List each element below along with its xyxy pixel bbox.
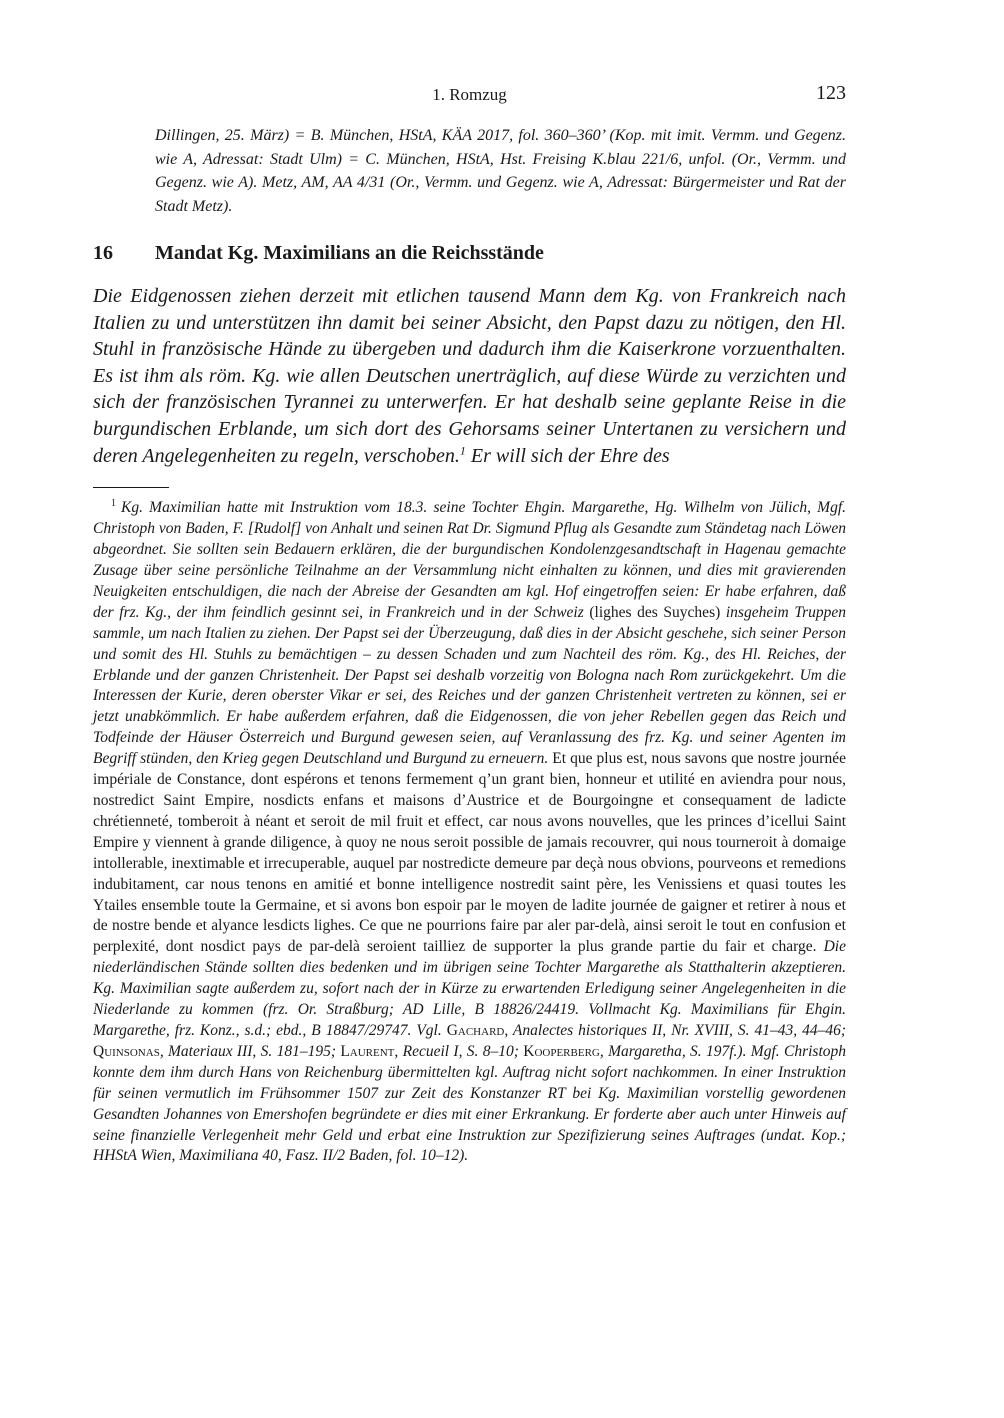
citation-text: , Recueil I, S. 8–10; [394, 1042, 524, 1060]
citation-author: Gachard [446, 1021, 505, 1039]
footnote-text-1: Kg. Maximilian hatte mit Instruktion vom 18.3. seine Tochter Ehgin. Margarethe, Hg. Wilhelm von Jülich, Mgf. Christoph von Baden, F. [Rudolf] von Anhalt und seinen Rat Dr. Sigmund Pflug als Gesandte zum Ständetag nach Löwen abgeordnet. Sie sollten sein Bedauern erklären, die der burgundischen Kondolenzgesandtschaft in Hagenau gemachte Zusage über seine persönliche Teilnahme an der Versammlung nicht einhalten zu können, und dies mit gravierenden Neuigkeiten entschuldigen, die nach der Abreise der Gesandten am kgl. Hof eingetroffen seien: Er habe erfahren, daß der frz. Kg., der ihm feindlich gesinnt sei, in Frankreich und in der Schweiz [93, 499, 846, 621]
citation-author: Quinsonas [93, 1042, 160, 1060]
footnote-divider [93, 487, 169, 488]
footnote-french-quote: Et que plus est, nous savons que nostre journée impériale de Constance, dont espérons et tenons fermement q’un grant bien, honneur et utilité en aviendra pour nous, nostredict Saint Empire, nosdicts enfans et maisons d’Austrice et de Bourgoingne et consequament de ladicte chrétienneté, tomberoit à néant et seroit de mil fruit et effect, car nous avons nouvelles, que les princes d’icellui Saint Empire y viennent à grande diligence, à quoy ne nous seroit possible de jamais recouvrer, qui nous tourneroit à domaige intollerable, inextimable et irrecuperable, auquel par nostredicte demeure par deçà nous obvions, pourveons et remedions indubitament, car nous tenons en amitié et bonne intelligence nostredit saint père, les Venissiens et quasi toutes les Ytailes ensemble toute la Germaine, et si avons bon espoir par le moyen de ladite journée de gaigner et retirer à nous et de nostre bende et alyance lesdicts lighes. Ce que ne pourrions faire par aler par-delà, ainsi seroit le tout en confusion et perplexité, dont nosdict pays de par-delà seroient tailliez de supporter la plus grande partie du fair et charge. [93, 750, 846, 956]
section-heading [93, 242, 846, 265]
footnote-quote-inline: (lighes des Suyches) [583, 603, 726, 621]
footnote-text-3: Die niederländischen Stände sollten dies bedenken und im übrigen seine Tochter Margarethe als Statthalterin akzeptieren. Kg. Maximilian sagte außerdem zu, sofort nach der in Kürze zu erwartenden Erledigung seiner Angelegenheiten in die Niederlande zu kommen (frz. Or. Straßburg; AD Lille, B 18826/24419. Vollmacht Kg. Maximilians für Ehgin. Margarethe, frz. Konz., s.d.; ebd., B 18847/29747. Vgl. [93, 938, 846, 1039]
page-number: 123 [816, 82, 846, 104]
document-page [93, 80, 846, 1167]
citation-text: , Analectes historiques II, Nr. XVIII, S. 41–43, 44–46; [504, 1021, 846, 1039]
regest-continuation: Er will sich der Ehre des [465, 444, 670, 467]
source-note: Dillingen, 25. März) = B. München, HStA, KÄA 2017, fol. 360–360’ (Kop. mit imit. Vermm. und Gegenz. wie A, Adressat: Stadt Ulm) = C. München, HStA, Hst. Freising K.blau 221/6, unfol. (Or., Vermm. und Gegenz. wie A). Metz, AM, AA 4/31 (Or., Vermm. und Gegenz. wie A, Adressat: Bürgermeister und Rat der Stadt Metz). [155, 127, 846, 215]
regest-text: Die Eidgenossen ziehen derzeit mit etlichen tausend Mann dem Kg. von Frankreich nach Italien zu und unterstützen ihn damit bei seiner Absicht, den Papst dazu zu nötigen, den Hl. Stuhl in französische Hände zu übergeben und dadurch ihm die Kaiserkrone vorzuenthalten. Es ist ihm als röm. Kg. wie allen Deutschen unerträglich, auf diese Würde zu verzichten und sich der französischen Tyrannei zu unterwerfen. Er hat deshalb seine geplante Reise in die burgundischen Erblande, um sich dort des Gehorsams seiner Untertanen zu versichern und deren Angelegenheiten zu regeln, verschoben. [93, 285, 846, 467]
citation-text: , Materiaux III, S. 181–195; [159, 1042, 341, 1060]
citation-text: , Margaretha, S. 197f.). Mgf. Christoph konnte dem ihm durch Hans von Reichenburg übermittelten kgl. Auftrag nicht sofort nachkommen. In einer Instruktion für seinen vermutlich im Frühsommer 1507 zur Zeit des Konstanzer RT bei Kg. Maximilian vorstellig gewordenen Gesandten Johannes von Emershofen begründete er dies mit einer Erkrankung. Er forderte aber auch unter Hinweis auf seine finanzielle Verlegenheit mehr Geld und erbat eine Instruktion zur Spezifizierung seines Auftrages (undat. Kop.; HHStA Wien, Maximiliana 40, Fasz. II/2 Baden, fol. 10–12). [93, 1042, 846, 1165]
section-number: 16 [93, 242, 113, 264]
footnote-marker: 1 [111, 498, 116, 510]
citation-author: Kooperberg [523, 1042, 600, 1060]
footnote-text-2: insgeheim Truppen sammle, um nach Italien zu ziehen. Der Papst sei der Überzeugung, daß dies in der Absicht geschehe, sich seiner Person und somit des Hl. Stuhls zu bemächtigen – zu dessen Schaden und zum Nachteil des röm. Kg., des Hl. Reiches, der Erblande und der ganzen Christenheit. Der Papst sei deshalb vorzeitig von Bologna nach Rom zurückgekehrt. Um die Interessen der Kurie, deren oberster Vikar er sei, des Reiches und der ganzen Christenheit vertreten zu können, sei er jetzt unabkömmlich. Er habe außerdem erfahren, daß die Eidgenossen, die von jeher Rebellen gegen das Reich und Todfeinde der Häuser Österreich und Burgund gewesen seien, auf Veranlassung des frz. Kg. und seiner Agenten im Begriff stünden, den Krieg gegen Deutschland und Burgund zu erneuern. [93, 603, 847, 768]
running-title: 1. Romzug [432, 85, 507, 104]
footnote-reference[interactable]: 1 [459, 442, 466, 457]
section-title: Mandat Kg. Maximilians an die Reichsstände [155, 242, 544, 264]
footnote [93, 494, 846, 1167]
citation-author: Laurent [340, 1042, 395, 1060]
regest-paragraph [93, 283, 846, 469]
page-header [93, 80, 846, 110]
